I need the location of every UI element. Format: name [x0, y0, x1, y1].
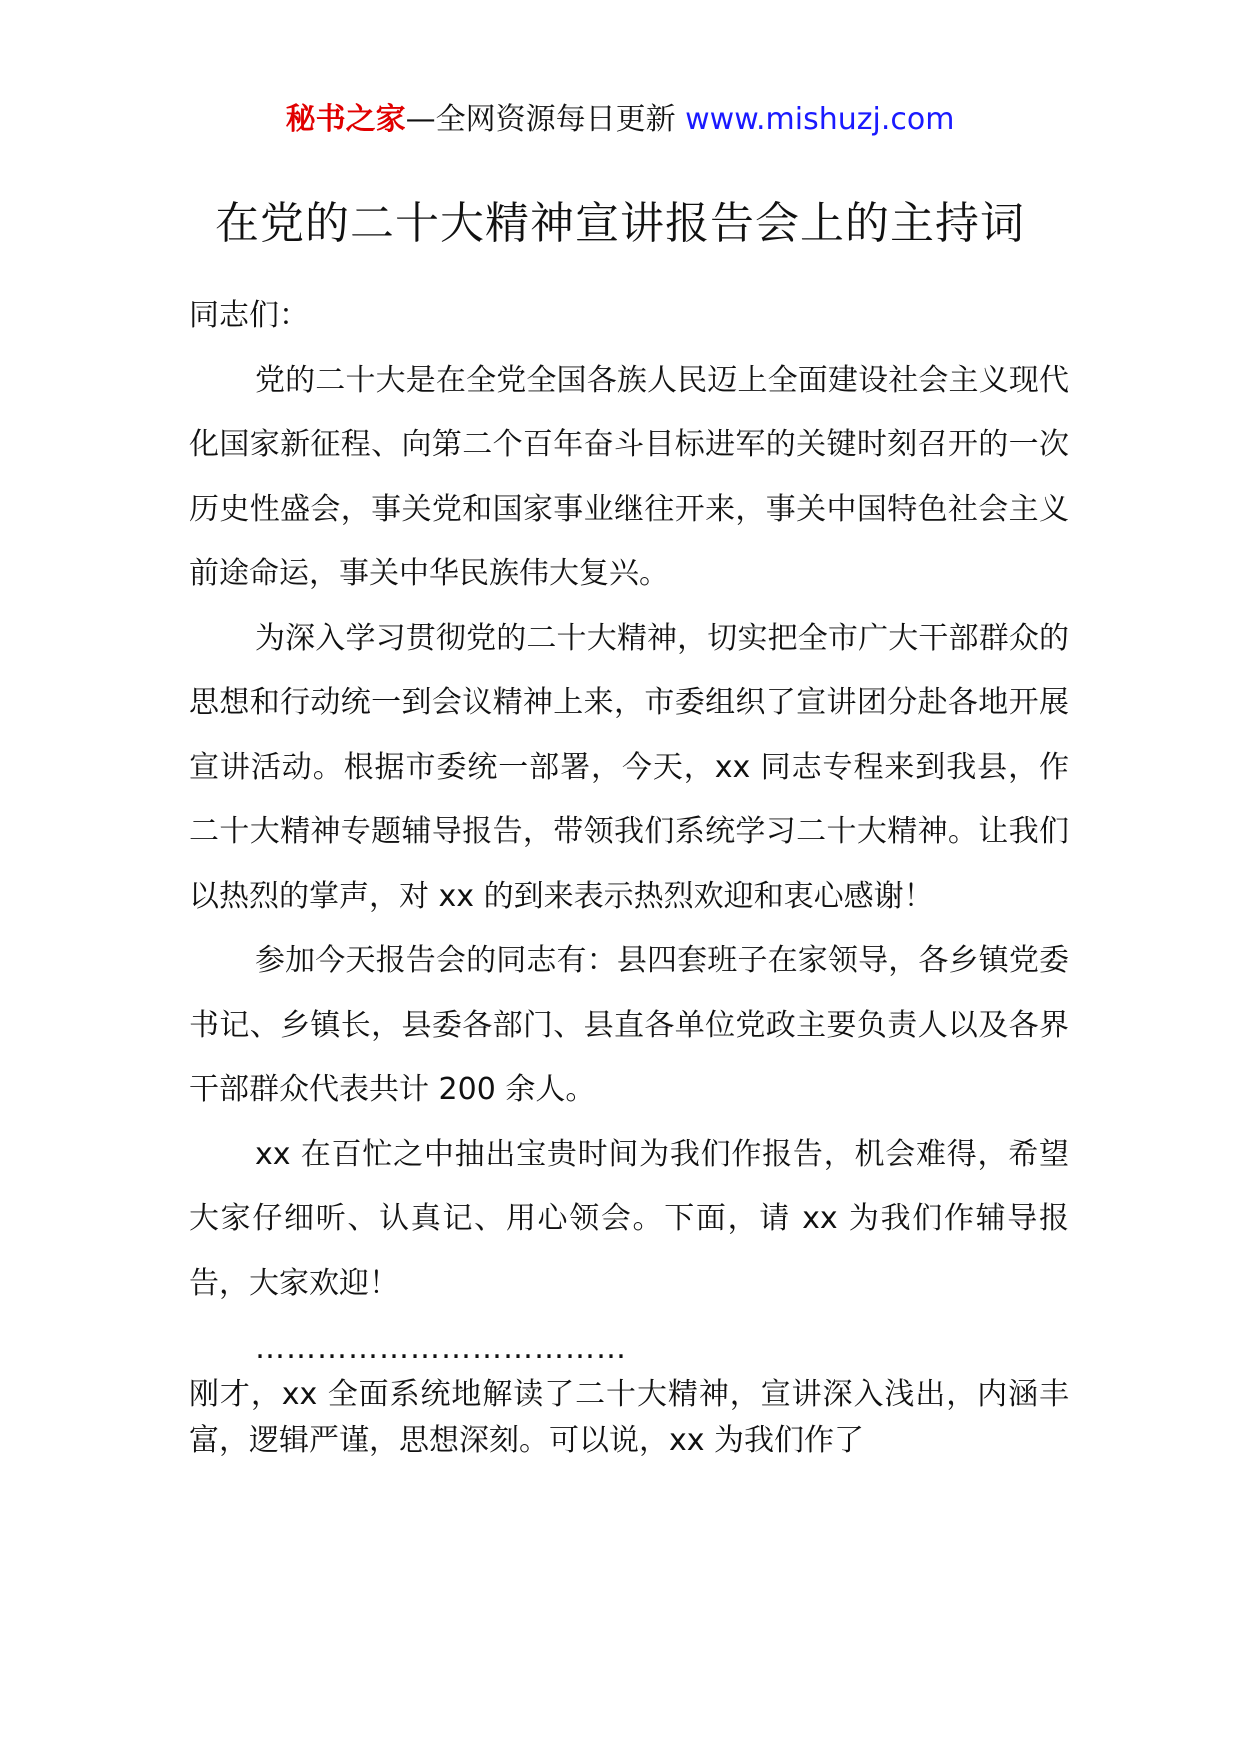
paragraph-3: 参加今天报告会的同志有：县四套班子在家领导，各乡镇党委书记、乡镇长，县委各部门、县直各单位党政主要负责人以及各界干部群众代表共计 200 余人。 — [189, 943, 1069, 1107]
header-tagline: —全网资源每日更新 — [405, 102, 676, 137]
document-body — [189, 284, 1069, 1464]
salutation: 同志们： — [189, 298, 309, 333]
brand-name: 秘书之家 — [285, 102, 406, 137]
closing-paragraph: 刚才，xx 全面系统地解读了二十大精神，宣讲深入浅出，内涵丰富，逻辑严谨，思想深刻。可以说，xx 为我们作了 — [189, 1377, 1069, 1458]
document-title: 在党的二十大精神宣讲报告会上的主持词 — [215, 198, 1025, 249]
paragraph-4: xx 在百忙之中抽出宝贵时间为我们作报告，机会难得，希望大家仔细听、认真记、用心领会。下面，请 xx 为我们作辅导报告，大家欢迎！ — [189, 1136, 1069, 1301]
site-header — [0, 100, 1240, 140]
ellipsis-line: ……………………………… — [255, 1331, 627, 1366]
site-url-link[interactable]: www.mishuzj.com — [685, 102, 955, 137]
paragraph-1: 党的二十大是在全党全国各族人民迈上全面建设社会主义现代化国家新征程、向第二个百年奋斗目标进军的关键时刻召开的一次历史性盛会，事关党和国家事业继往开来，事关中国特色社会主义前途命运，事关中华民族伟大复兴。 — [189, 362, 1069, 591]
paragraph-2: 为深入学习贯彻党的二十大精神，切实把全市广大干部群众的思想和行动统一到会议精神上来，市委组织了宣讲团分赴各地开展宣讲活动。根据市委统一部署，今天，xx 同志专程来到我县，作二十大精神专题辅导报告，带领我们系统学习二十大精神。让我们以热烈的掌声，对 xx 的到来表示热烈欢迎和衷心感谢！ — [189, 620, 1069, 914]
